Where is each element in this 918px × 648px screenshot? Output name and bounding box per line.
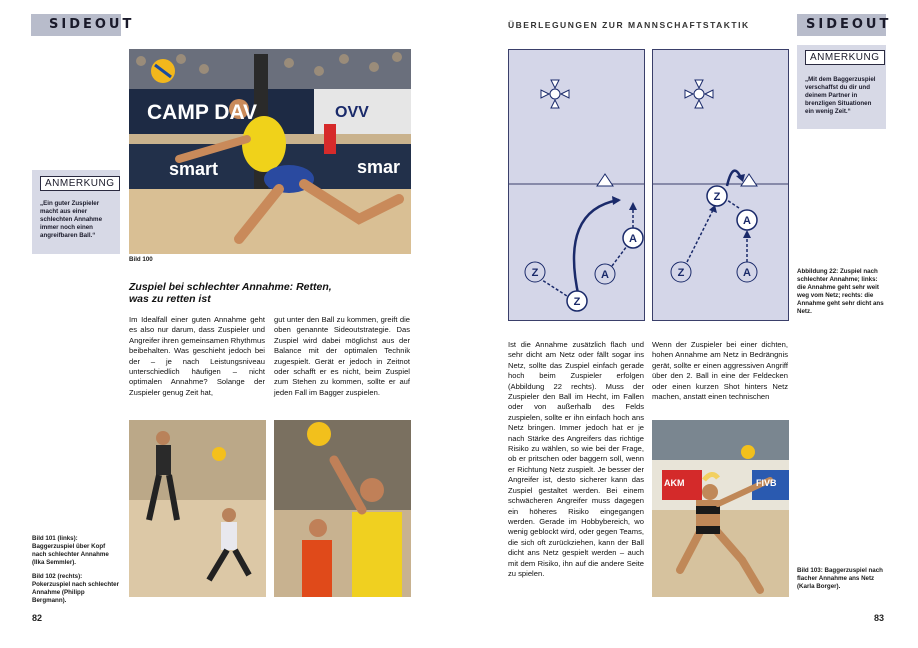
heading-left: Zuspiel bei schlechter Annahme: Retten, was zu retten ist [129,281,332,305]
right-column-1: Ist die Annahme zusätzlich flach und sehr dicht am Netz oder fällt sogar ins Netz, sollte das Zuspiel einfach gerade hoch beim Zuspieler erfolgen (Abbildung 22 rechts). Muss der Zuspieler den Ball im Hecht, im Fallen oder von außerhalb des Felds zuspielen, sollte er ihn einfach hoch ans Netz bringen. Immer jedoch hat er je nach Stärke des Angreifers das richtige Risiko zu wählen, so wie bei der Frage, ob er pritschen oder baggern soll, wenn er Richtung Netz zuspielt. Je besser der Angreifer ist, desto sicherer kann das Zuspiel gestaltet werden. Bei einem schwächeren Angreifer muss dagegen ein höheres Risiko eingegangen werden. Gerade im Hobbybereich, wo wenig geblockt wird, oder gegen Teams, die sich oft zurückziehen, kann der Ball dicht ans Netz gespielt werden – auch mit dem Risiko, ihn auf die andere Seite zu spielen. [508,340,644,578]
diagram-left-svg [509,50,644,320]
svg-text:Z: Z [677,267,685,279]
svg-text:A: A [601,269,609,281]
svg-text:A: A [629,233,637,245]
photo-100 [129,49,411,254]
svg-text:Z: Z [713,191,721,203]
svg-text:Z: Z [573,296,581,308]
section-title-right: SIDEOUT [806,17,892,32]
caption-bild-102: Bild 102 (rechts): Pokerzuspiel nach schlechter Annahme (Philipp Bergmann). [32,573,120,604]
svg-text:A: A [743,215,751,227]
banner-ovv: OVV [335,104,369,121]
ball-icon-left [541,80,569,108]
photo-103 [652,420,789,597]
caption-bild-103: Bild 103: Baggerzuspiel nach flacher Annahme ans Netz (Karla Borger). [797,567,883,590]
banner-fivb: FIVB [756,478,777,488]
note-title-left: ANMERKUNG [40,176,120,191]
note-text-left: „Ein guter Zuspieler macht aus einer schlechten Annahme immer noch einen angreifbaren Ball.“ [40,200,103,239]
chapter-header: ÜBERLEGUNGEN ZUR MANNSCHAFTSTAKTIK [508,20,750,30]
left-column-1: Im Idealfall einer guten Annahme geht es also nur darum, dass Zuspieler und Angreifer ihren gemeinsamen Rhythmus beibehalten. Was geschieht jedoch bei der – je nach Leistungsniveau unterschiedlich häufigen – nicht optimalen Annahme? Solange der Zuspieler genug Zeit hat, [129,315,265,397]
photo-101-image [129,420,266,597]
banner-smart-2: smar [357,157,401,177]
caption-bild-101: Bild 101 (links): Baggerzuspiel über Kopf nach schlechter Annahme (Ilka Semmler). [32,535,109,566]
right-column-2: Wenn der Zuspieler bei einer dichten, hohen Annahme am Netz in Bedrängnis gerät, sollte er einen aggressiven Angriff über den 2. Ball in eine der Feldecken oder einen kurzen Shot hinters Netz machen, anstatt einen technischen [652,340,788,402]
diagram-right-svg [653,50,788,320]
photo-102-image [274,420,411,597]
note-text-right: „Mit dem Baggerzuspiel verschaffst du dir und deinem Partner in brenzligen Situationen ein wenig Zeit.“ [805,76,876,115]
note-box-left [32,170,120,254]
photo-101 [129,420,266,597]
ball-icon-right [685,80,713,108]
page-number-left: 82 [32,613,43,623]
diagram-right-court [652,49,789,321]
diagram-left-court [508,49,645,321]
photo-100-image [129,49,411,254]
note-box-right [797,45,886,129]
photo-102 [274,420,411,597]
section-bar-left [31,14,135,36]
svg-text:Z: Z [531,267,539,279]
banner-smart-1: smart [169,159,219,179]
page-number-right: 83 [874,613,885,623]
banner-camp: CAMP DAV [147,101,258,124]
photo-103-image [652,420,789,597]
left-column-2: gut unter den Ball zu kommen, greift die oben genannte Sideoutstrategie. Das Zuspiel wird dabei möglichst aus der Balance mit der optimalen Technik zugespielt. Gerät er jedoch in Zeitnot oder schafft er es nicht, beim Zuspiel zum Stehen zu kommen, sollte er auf jeden Fall im Bagger zuspielen. [274,315,410,397]
caption-bild-100: Bild 100 [129,256,153,263]
section-title-left: SIDEOUT [49,17,135,32]
note-title-right: ANMERKUNG [805,50,885,65]
banner-akm: AKM [664,478,685,488]
section-bar-right [797,14,892,36]
svg-text:A: A [743,267,751,279]
caption-abbildung-22: Abbildung 22: Zuspiel nach schlechter Annahme; links: die Annahme geht sehr weit weg vom Netz; rechts: die Annahme geht sehr dicht ans Netz. [797,268,884,315]
